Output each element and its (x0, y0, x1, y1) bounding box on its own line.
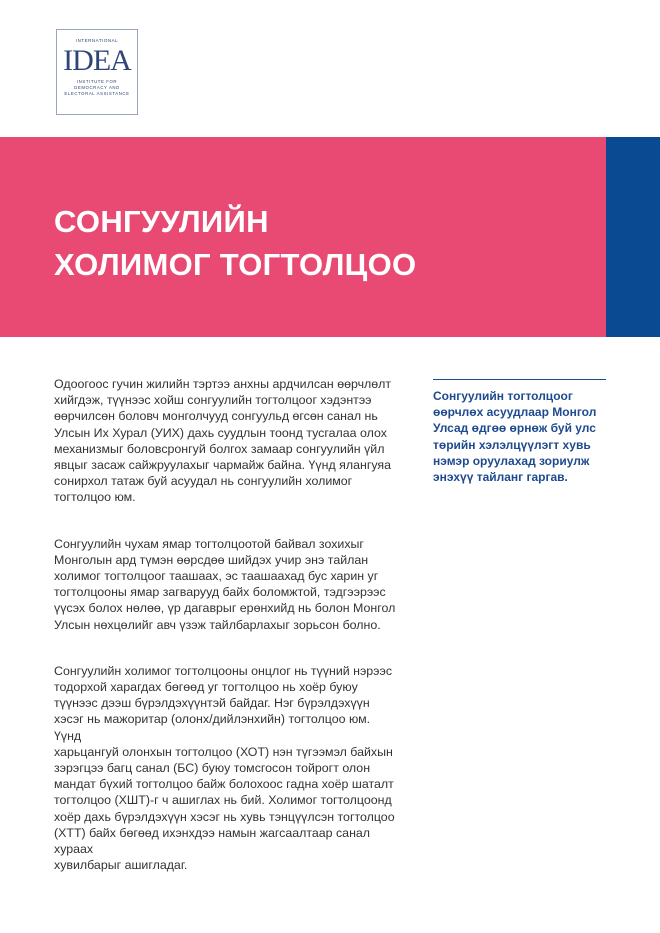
title-line-1: СОНГУУЛИЙН (54, 204, 269, 239)
body-text (54, 376, 399, 903)
body-paragraph-1: Одоогоос гучин жилийн тэртээ анхны ардчилсан өөрчлөлт хийгдэж, түүнээс хойш сонгуулийн тогтолцоог хэдэнтээ өөрчилсөн боловч монголчууд сонгуульд өгсөн санал нь Улсын Их Хурал (УИХ) дахь суудлын тоонд тусгалаа олох механизмыг боловсронгуй болгох замаар сонгуулийн үйл явцыг засаж сайжруулахыг чармайж байна. Үүнд ялангуяа сонирхол татаж буй асуудал нь сонгуулийн холимог тогтолцоо юм. (54, 377, 392, 505)
idea-logo (56, 29, 138, 115)
logo-mark: IDEA (63, 44, 131, 77)
title-line-2: ХОЛИМОГ ТОГТОЛЦОО (54, 247, 417, 282)
banner-accent-stripe (606, 137, 660, 337)
sidebar-callout: Сонгуулийн тогтолцоог өөрчлөх асуудлаар Монгол Улсад өдгөө өрнөж буй улс төрийн хэлэлцүүлэгт хувь нэмэр оруулахад зориулж энэхүү тайланг гаргав. (433, 379, 606, 485)
logo-subtitle: INSTITUTE FOR DEMOCRACY AND ELECTORAL ASSISTANCE (64, 79, 130, 96)
logo-top-text: INTERNATIONAL (75, 38, 119, 43)
page-title (54, 200, 416, 286)
body-paragraph-2: Сонгуулийн чухам ямар тогтолцоотой байвал зохихыг Монголын ард түмэн өөрсдөө шийдэх учир энэ тайлан холимог тогтолцоог таашаах, эс таашаахад бус харин уг тогтолцооны ямар загварууд байх боломжтой, тэдгээрээс үүсэх болох нөлөө, үр дагаврыг ерөнхийд нь болон Монгол Улсын нөхцөлийг авч үзэж тайлбарлахыг зорьсон болно. (54, 536, 396, 632)
body-paragraph-3: Сонгуулийн холимог тогтолцооны онцлог нь түүний нэрээс тодорхой харагдах бөгөөд уг тогтолцоо нь хоёр буюу түүнээс дээш бүрэлдэхүүнтэй байдаг. Нэг бүрэлдэхүүн хэсэг нь мажоритар (олонх/дийлэнхийн) тогтолцоо юм. Үүнд харьцангуй олонхын тогтолцоо (ХОТ) нэн түгээмэл байхын зэрэгцээ багц санал (БС) буюу томсгосон тойрогт олон мандат бүхий тогтолцоо байж болохоос гадна хоёр шаталт тогтолцоо (ХШТ)-г ч ашиглах нь бий. Холимог тогтолцоонд хоёр дахь бүрэлдэхүүн хэсэг нь хувь тэнцүүлсэн тогтолцоо (ХТТ) байх бөгөөд ихэнхдээ намын жагсаалтаар санал хураах хувилбарыг ашигладаг. (54, 663, 395, 873)
